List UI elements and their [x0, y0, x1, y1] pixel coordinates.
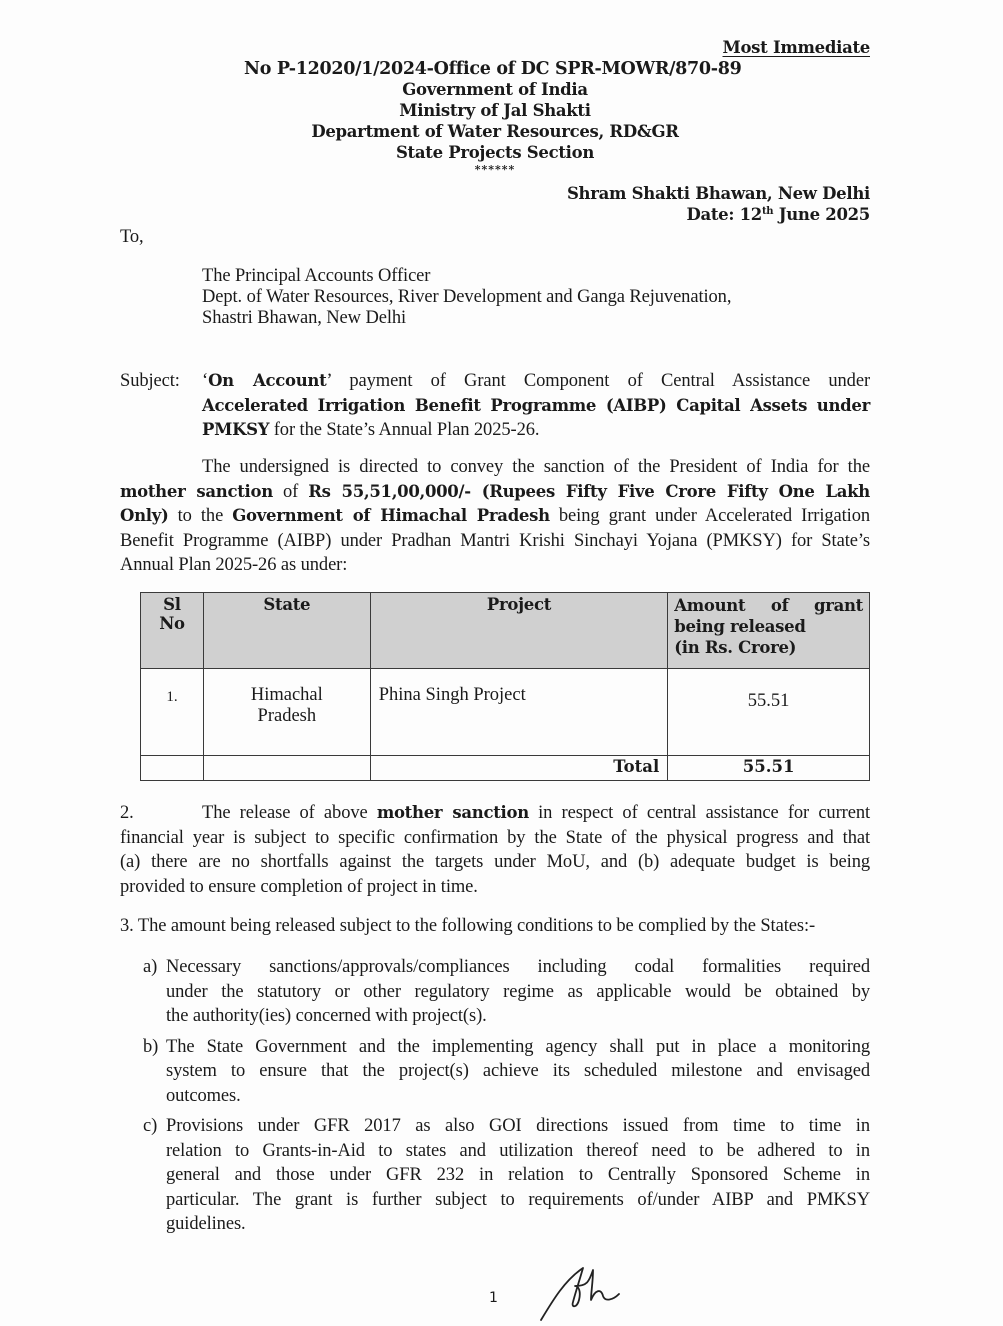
table-row — [141, 669, 870, 756]
total-label: Total — [370, 756, 667, 781]
page-number: 1 — [489, 1290, 498, 1306]
signature-icon — [535, 1262, 645, 1322]
grant-table — [140, 592, 870, 781]
subject-label: Subject: — [120, 371, 180, 391]
government-name: Government of India — [402, 80, 588, 99]
header-amount: Amount of grant being released (in Rs. Crore) — [668, 593, 870, 669]
conditions-list — [143, 955, 870, 1237]
table-total-row — [141, 756, 870, 781]
cell-sl-no: 1. — [141, 669, 204, 756]
priority-label: Most Immediate — [722, 38, 870, 57]
letter-date: Date: 12th June 2025 — [686, 205, 870, 224]
section-name: State Projects Section — [395, 143, 595, 162]
paragraph-number: 2. — [120, 803, 134, 823]
sanction-paragraph: The undersigned is directed to convey the sanction of the President of India for the mother sanction of Rs 55,51,00,000/- (Rupees Fifty Five Crore Fifty One Lakh Only) to the Government of Himachal Pradesh being grant under Accelerated Irrigation Benefit Programme (AIBP) under Pradhan Mantri Krishi Sinchayi Yojana (PMKSY) for State’s Annual Plan 2025-26 as under: — [120, 457, 871, 575]
header-project: Project — [370, 593, 667, 669]
separator: ****** — [474, 163, 516, 176]
header-state: State — [203, 593, 370, 669]
paragraph-2: 2. The release of above mother sanction in respect of central assistance for current financial year is subject to specific confirmation by the State of the physical progress and that (a) there are no shortfalls against the targets under MoU, and (b) adequate budget is being provided to ensure completion of project in time. — [120, 803, 871, 897]
to-label: To, — [120, 227, 144, 247]
condition-a: a) Necessary sanctions/approvals/compliances including codal formalities required under the statutory or other regulatory regime as applicable would be obtained by the authority(ies) concerned with project(s). — [143, 957, 870, 1026]
subject-text: ‘On Account’ payment of Grant Component of Central Assistance under Accelerated Irrigation Benefit Programme (AIBP) Capital Assets under PMKSY for the State’s Annual Plan 2025-26. — [202, 371, 870, 440]
cell-state: Himachal Pradesh — [203, 669, 370, 756]
cell-empty — [141, 756, 204, 781]
department-name: Department of Water Resources, RD&GR — [311, 122, 679, 141]
table-header-row — [141, 593, 870, 669]
total-value: 55.51 — [668, 756, 870, 781]
recipient-line-1: The Principal Accounts Officer — [202, 266, 431, 286]
ministry-name: Ministry of Jal Shakti — [399, 101, 591, 120]
reference-number: No P-12020/1/2024-Office of DC SPR-MOWR/870-89 — [244, 59, 742, 79]
condition-b: b) The State Government and the implementing agency shall put in place a monitoring system to ensure that the project(s) achieve its scheduled milestone and envisaged outcomes. — [143, 1036, 870, 1106]
cell-empty — [203, 756, 370, 781]
paragraph-3-intro: 3. The amount being released subject to the following conditions to be complied by the States:- — [120, 916, 816, 936]
condition-c: c) Provisions under GFR 2017 as also GOI directions issued from time to time in relation to Grants-in-Aid to states and utilization thereof need to be adhered to in general and those under GFR 232 in relation to Centrally Sponsored Scheme in particular. The grant is further subject to requirements of/under AIBP and PMKSY guidelines. — [143, 1116, 870, 1234]
cell-amount: 55.51 — [668, 669, 870, 756]
cell-project: Phina Singh Project — [370, 669, 667, 756]
header-sl-no: Sl No — [141, 593, 204, 669]
office-place: Shram Shakti Bhawan, New Delhi — [566, 184, 870, 203]
recipient-line-3: Shastri Bhawan, New Delhi — [202, 308, 407, 328]
recipient-line-2: Dept. of Water Resources, River Development and Ganga Rejuvenation, — [202, 287, 732, 307]
